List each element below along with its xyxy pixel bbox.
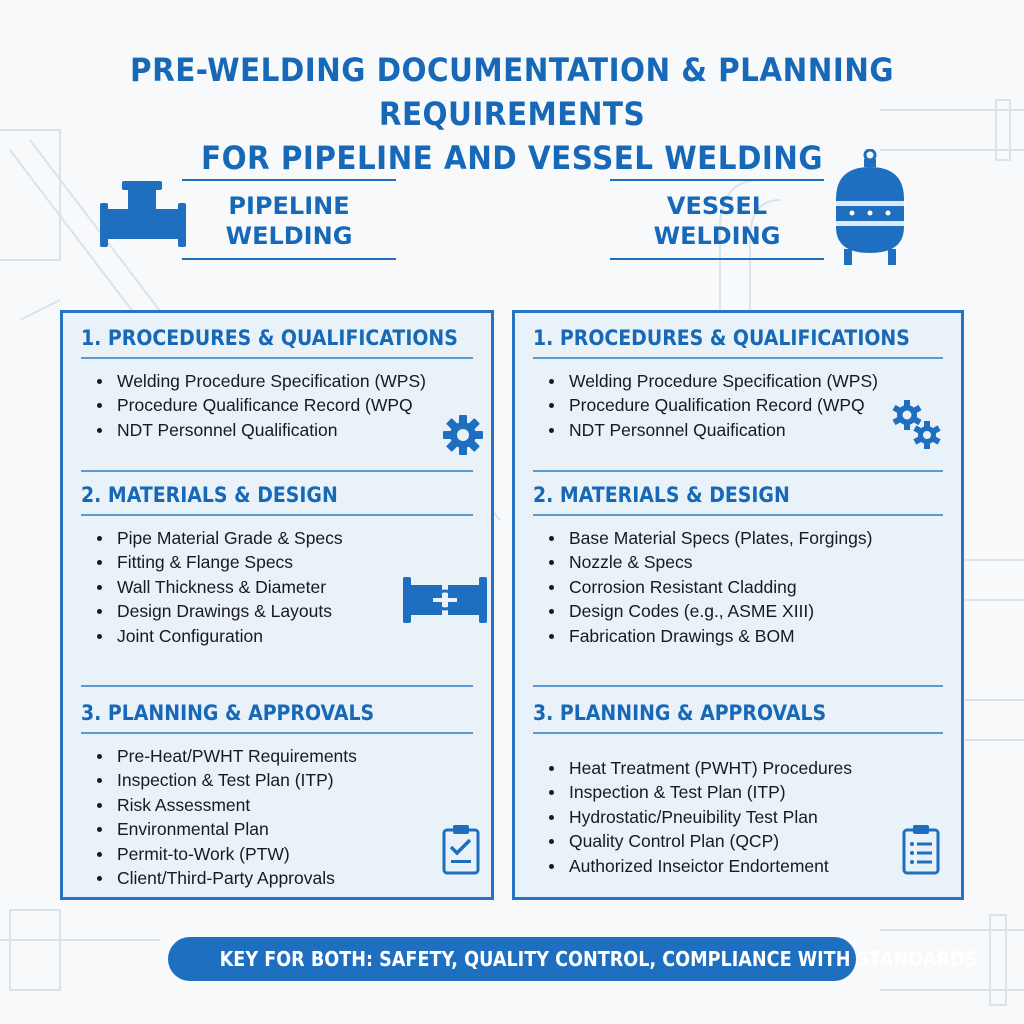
pipe-tee-icon	[100, 179, 190, 253]
clipboard-check-icon	[441, 823, 481, 875]
gear-icon	[441, 413, 485, 457]
pipeline-section-procedures	[81, 323, 473, 442]
pipeline-header-line-1: PIPELINE	[228, 192, 350, 220]
list-item: Nozzle & Specs	[549, 550, 943, 575]
gears-icon	[889, 397, 945, 453]
pipe-joint-icon	[403, 573, 487, 627]
list-item: Welding Procedure Specification (WPS)	[97, 369, 473, 394]
list-item: Hydrostatic/Pneuibility Test Plan	[549, 805, 943, 830]
section-title: 1. PROCEDURES & QUALIFICATIONS	[533, 326, 910, 350]
list-item: Risk Assessment	[97, 793, 473, 818]
list-item: NDT Personnel Quaification	[549, 418, 943, 443]
list-item: Wall Thickness & Diameter	[97, 575, 473, 600]
list-item: Inspection & Test Plan (ITP)	[97, 768, 473, 793]
list-item: Heat Treatment (PWHT) Procedures	[549, 756, 943, 781]
list-item: Design Codes (e.g., ASME XIII)	[549, 599, 943, 624]
pipeline-panel	[60, 310, 494, 900]
pipeline-header-line-2: WELDING	[225, 222, 353, 250]
vessel-header	[610, 175, 920, 265]
list-item: Welding Procedure Specification (WPS)	[549, 369, 943, 394]
page-title-line-2: FOR PIPELINE AND VESSEL WELDING	[200, 139, 823, 177]
pipeline-section-planning	[81, 698, 473, 891]
list-item: NDT Personnel Qualification	[97, 418, 473, 443]
pressure-vessel-icon	[830, 149, 910, 267]
section-title: 1. PROCEDURES & QUALIFICATIONS	[81, 326, 458, 350]
list-item: Pipe Material Grade & Specs	[97, 526, 473, 551]
list-item: Base Material Specs (Plates, Forgings)	[549, 526, 943, 551]
vessel-section-materials	[533, 480, 943, 648]
key-banner	[168, 937, 978, 981]
vessel-section-procedures	[533, 323, 943, 442]
vessel-header-line-1: VESSEL	[666, 192, 768, 220]
list-item: Joint Configuration	[97, 624, 473, 649]
vessel-section-planning	[533, 698, 943, 878]
page-title-line-1: PRE-WELDING DOCUMENTATION & PLANNING REQUIREMENTS	[130, 51, 894, 133]
list-item: Procedure Qualificance Record (WPQ	[97, 393, 473, 418]
section-title: 2. MATERIALS & DESIGN	[81, 483, 338, 507]
list-item: Corrosion Resistant Cladding	[549, 575, 943, 600]
list-item: Pre-Heat/PWHT Requirements	[97, 744, 473, 769]
pipeline-header	[100, 175, 400, 265]
section-title: 2. MATERIALS & DESIGN	[533, 483, 790, 507]
list-item: Client/Third-Party Approvals	[97, 866, 473, 891]
vessel-panel	[512, 310, 964, 900]
list-item: Inspection & Test Plan (ITP)	[549, 780, 943, 805]
list-item: Environmental Plan	[97, 817, 473, 842]
list-item: Authorized Inseictor Endortement	[549, 854, 943, 879]
list-item: Fitting & Flange Specs	[97, 550, 473, 575]
list-item: Fabrication Drawings & BOM	[549, 624, 943, 649]
list-item: Quality Control Plan (QCP)	[549, 829, 943, 854]
section-title: 3. PLANNING & APPROVALS	[533, 701, 827, 725]
list-item: Permit-to-Work (PTW)	[97, 842, 473, 867]
list-item: Design Drawings & Layouts	[97, 599, 473, 624]
list-item: Procedure Qualification Record (WPQ	[549, 393, 943, 418]
section-title: 3. PLANNING & APPROVALS	[81, 701, 375, 725]
vessel-header-line-2: WELDING	[653, 222, 781, 250]
key-banner-text: KEY FOR BOTH: SAFETY, QUALITY CONTROL, COMPLIANCE WITH STANDARDS	[219, 947, 978, 971]
clipboard-list-icon	[901, 823, 941, 875]
